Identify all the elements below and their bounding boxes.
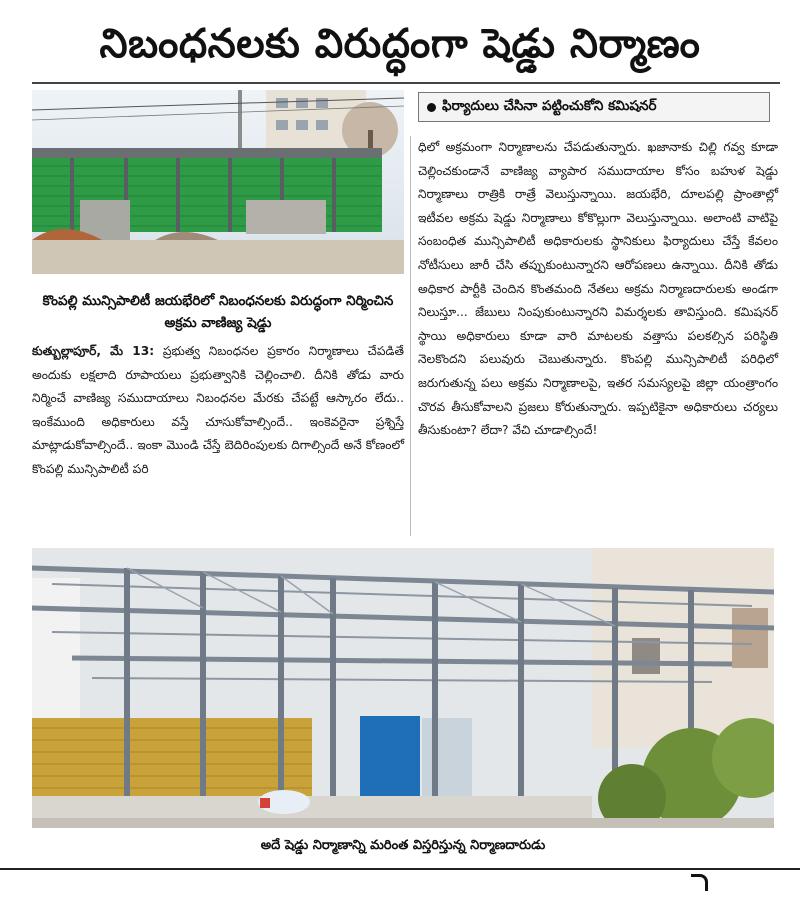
photo-green-shed-illustration [32,90,404,274]
dateline: కుత్బుల్లాపూర్, మే 13: [32,344,155,358]
bullet-icon [427,103,436,112]
photo-bottom-caption: అదే షెడ్డు నిర్మాణాన్ని మరింత విస్తరిస్తున్న నిర్మాణదారుడు [260,838,546,853]
next-headline-fragment [691,874,708,891]
article-text-right [418,136,778,536]
right-column-paragraph: ధిలో అక్రమంగా నిర్మాణాలను చేపడుతున్నారు. ఖజానాకు చిల్లి గవ్వ కూడా చెల్లించకుండానే వాణిజ్య వ్యాపార సముదాయాల కోసం బహుళ షెడ్డు నిర్మాణాలు రాత్రికి రాత్రే వెలుస్తున్నాయి. జయభేరి, దూలపల్లి ప్రాంతాల్లో ఇటీవల అక్రమ షెడ్డు నిర్మాణాలు కోకొల్లుగా వెలుస్తున్నాయి. అలాంటి వాటిపై సంబంధిత మున్సిపాలిటీ అధికారులకు స్థానికులు ఫిర్యాదులు చేస్తే కేవలం నోటీసులు జారీ చేసి తప్పుకుంటున్నారని ఆరోపణలు ఉన్నాయి. దీనికి తోడు అధికార పార్టీకి చెందిన కొంతమంది నేతలు అక్రమ నిర్మాణదారులకు అండగా నిలుస్తూ... జేబులు నింపుకుంటున్నారని విమర్శలకు తావిస్తుంది. కమిషనర్ స్థాయి అధికారులు కూడా వారి మాటలకు వత్తాసు పలకల్సిన పరిస్థితి నెలకొందని పలువురు చెబుతున్నారు. కొంపల్లి మున్సిపాలిటీ పరిధిలో జరుగుతున్న పలు అక్రమ నిర్మాణాలపై, ఇతర సమస్యలపై జిల్లా యంత్రాంగం చొరవ తీసుకోవాలని ప్రజలు కోరుతున్నారు. ఇప్పటికైనా అధికారులు చర్యలు తీసుకుంటా? లేదా? వేచి చూడాల్సిందే! [418,140,778,438]
photo-steel-frame-illustration [32,548,774,828]
article-text-left [32,340,404,540]
photo-steel-frame [32,548,774,828]
subheadline: ఫిర్యాదులు చేసినా పట్టించుకోని కమిషనర్ [442,97,657,114]
headline-rule [32,82,780,84]
headline: నిబంధనలకు విరుద్ధంగా షెడ్డు నిర్మాణం [99,21,701,67]
column-divider [410,136,411,536]
next-article-edge [0,868,800,897]
subheadline-box [418,92,770,122]
left-column-text: ప్రభుత్వ నిబంధనల ప్రకారం నిర్మాణాలు చేపడితే అందుకు లక్షలాది రూపాయలు ప్రభుత్వానికి చెల్లించాలి. దీనికి తోడు వారు నిర్మించే వాణిజ్య సముదాయాలు నిబంధనల మేరకు చేపట్టే ఆస్కారం లేదు.. ఇంకేముంది అధికారులు వస్తే చూసుకోవాల్సిందే.. ఇంకెవరైనా ప్రశ్నిస్తే మాట్లాడుకోవాల్సిందే.. ఇంకా మొండి చేస్తే బెదిరింపులకు దిగాల్సిందే అనే కోణంలో కొంపల్లి మున్సిపాలిటీ పరి [32,344,404,476]
photo-top-caption: కొంపల్లి మున్సిపాలిటీ జయభేరిలో నిబంధనలకు విరుద్ధంగా నిర్మించిన అక్రమ వాణిజ్య షెడ్డు [42,293,394,331]
left-column-paragraph [32,340,404,482]
photo-green-shed [32,90,404,274]
